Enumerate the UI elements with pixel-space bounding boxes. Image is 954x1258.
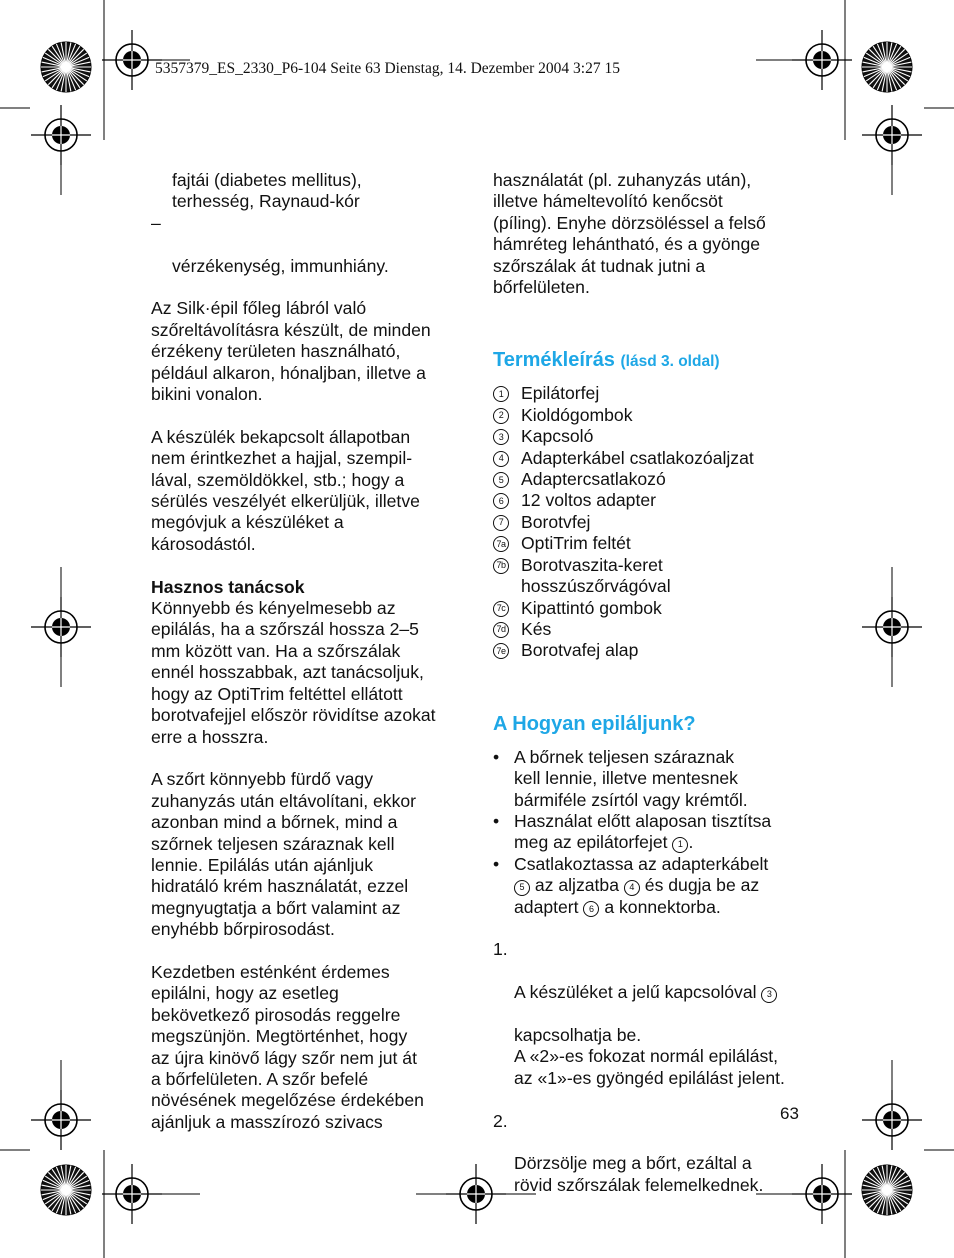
part-item <box>493 619 813 640</box>
part-reference: 5 <box>514 880 530 896</box>
part-number-badge: 7 <box>493 515 509 531</box>
part-number-badge: 2 <box>493 408 509 424</box>
part-item <box>493 640 813 661</box>
part-item <box>493 448 813 469</box>
part-item <box>493 469 813 490</box>
bullet-text: Csatlakoztassa az adapterkábelt <box>514 853 769 874</box>
bullet-marker: • <box>493 746 500 767</box>
part-reference: 6 <box>583 901 599 917</box>
bullet-list <box>493 747 813 918</box>
part-item <box>493 512 813 533</box>
left-column <box>151 170 461 1133</box>
part-number-badge: 4 <box>493 451 509 467</box>
step-number: 1. <box>493 939 508 960</box>
section-title-product-description <box>493 347 813 375</box>
bullet-marker: • <box>493 853 500 874</box>
bullet-text: a konnektorba. <box>599 896 721 917</box>
tips-paragraph: Könnyebb és kényelmesebb az epilálás, ha a szőrszál hossza 2–5 mm között van. Ha a szőrszálak ennél hosszabbak, azt tanácsoljuk, hogy az OptiTrim feltéttel ellátott borotvafejjel először rövidítse azokat erre a hosszra. <box>151 598 436 747</box>
paragraph-bath: A szőrt könnyebb fürdő vagy zuhanyzás után eltávolítani, ekkor azonban mind a bőrnek, mind a szőrnek teljesen száraznak kell lennie. Epilálás után ajánljuk hidratáló krém használatát, ezzel megnyugtatja a bőrt valamint az enyhébb bőrpirosodást. <box>151 769 417 940</box>
bullet-item <box>493 747 813 811</box>
part-label: 12 voltos adapter <box>521 490 656 511</box>
step-item <box>493 939 813 1089</box>
dash-item-text: vérzékenység, immunhiány. <box>172 255 389 276</box>
step-number: 2. <box>493 1110 508 1131</box>
step-item <box>493 1111 813 1197</box>
part-number-badge: 6 <box>493 493 509 509</box>
paragraph-usage: Az Silk·épil főleg lábról való szőreltávolításra készült, de minden érzékeny területen használható, például alkaron, hónaljban, illetve a bikini vonalon. <box>151 298 431 405</box>
part-label: Borotvafej alap <box>521 640 639 661</box>
right-column <box>493 170 813 1196</box>
part-item <box>493 405 813 426</box>
paragraph-warning: A készülék bekapcsolt állapotban nem érintkezhet a hajjal, szempil- lával, szemöldökkel, stb.; hogy a sérülés veszélyét elkerüljük, illetve megóvjuk a készüléket a károsodástól. <box>151 426 420 554</box>
part-number-badge: 3 <box>493 429 509 445</box>
part-label: Kioldógombok <box>521 404 633 425</box>
bullet-text: . <box>688 832 694 853</box>
step-text: kapcsolhatja be. A «2»-es fokozat normál epilálást, az «1»-es gyöngéd epilálást jelent. <box>514 1024 785 1088</box>
paragraph-evening: Kezdetben esténként érdemes epilálni, hogy az esetleg bekövetkező pirosodás reggelre megszünjön. Megtörténhet, hogy az újra kinövő lágy szőr nem jut át a bőrfelületen. A szőr befelé növésének megelőzése érdekében ajánljuk a masszírozó szivacs <box>151 961 424 1132</box>
part-label: Epilátorfej <box>521 383 600 404</box>
bullet-text: A bőrnek teljesen száraznak kell lennie, illetve mentesnek bármiféle zsírtól vagy krémtől. <box>514 746 748 810</box>
part-number-badge: 7c <box>493 601 509 617</box>
bullet-item <box>493 811 813 854</box>
dash-marker: – <box>151 212 161 233</box>
part-reference: 3 <box>761 987 777 1003</box>
parts-list <box>493 383 813 661</box>
part-label: Borotvfej <box>521 511 591 532</box>
part-number-badge: 7d <box>493 622 509 638</box>
part-label: Kipattintó gombok <box>521 597 662 618</box>
continued-paragraph: használatát (pl. zuhanyzás után), illetve hámeltevolító kenőcsöt (píling). Enyhe dörzsöléssel a felső hámréteg lehántható, és a gyönge szőrszálak át tudnak jutni a bőrfelületen. <box>493 170 766 298</box>
part-number-badge: 1 <box>493 386 509 402</box>
continued-line: terhesség, Raynaud-kór <box>172 191 360 212</box>
part-item <box>493 533 813 554</box>
section-title-text: Termékleírás <box>493 349 615 372</box>
continued-line: fajtái (diabetes mellitus), <box>172 170 362 190</box>
bullet-text: Használat előtt alaposan tisztítsa meg az epilátorfejet <box>514 810 772 853</box>
part-reference: 1 <box>672 837 688 853</box>
section-title-note: (lásd 3. oldal) <box>620 353 720 371</box>
bullet-marker: • <box>493 810 500 831</box>
step-text: A készüléket a jelű kapcsolóval <box>514 982 762 1003</box>
part-item <box>493 490 813 511</box>
part-label: Kapcsoló <box>521 426 594 447</box>
part-item <box>493 555 813 598</box>
part-item <box>493 383 813 404</box>
part-label: OptiTrim feltét <box>521 533 631 554</box>
step-text: Dörzsölje meg a bőrt, ezáltal a rövid szőrszálak felemelkednek. <box>514 1153 764 1195</box>
part-label: Adapterkábel csatlakozóaljzat <box>521 447 754 468</box>
part-label: Kés <box>521 618 552 639</box>
section-title-how-to-epilate: A Hogyan epiláljunk? <box>493 712 696 735</box>
part-reference: 4 <box>624 880 640 896</box>
part-label: Adaptercsatlakozó <box>521 469 666 490</box>
dash-list-item <box>151 213 461 277</box>
part-number-badge: 7e <box>493 643 509 659</box>
bullet-text: és dugja be az <box>639 875 760 896</box>
bullet-text: az aljzatba <box>530 875 624 896</box>
part-number-badge: 7b <box>493 558 509 574</box>
bullet-item <box>493 854 813 918</box>
part-label: Borotvaszita-keret hosszúszőrvágóval <box>521 554 671 597</box>
steps-list <box>493 939 813 1196</box>
tips-heading: Hasznos tanácsok <box>151 576 305 597</box>
part-item <box>493 598 813 619</box>
page-number: 63 <box>780 1104 799 1123</box>
bullet-text: adaptert <box>514 896 584 917</box>
part-number-badge: 7a <box>493 536 509 552</box>
print-slug: 5357379_ES_2330_P6-104 Seite 63 Dienstag, 14. Dezember 2004 3:27 15 <box>155 60 620 77</box>
part-number-badge: 5 <box>493 472 509 488</box>
part-item <box>493 426 813 447</box>
